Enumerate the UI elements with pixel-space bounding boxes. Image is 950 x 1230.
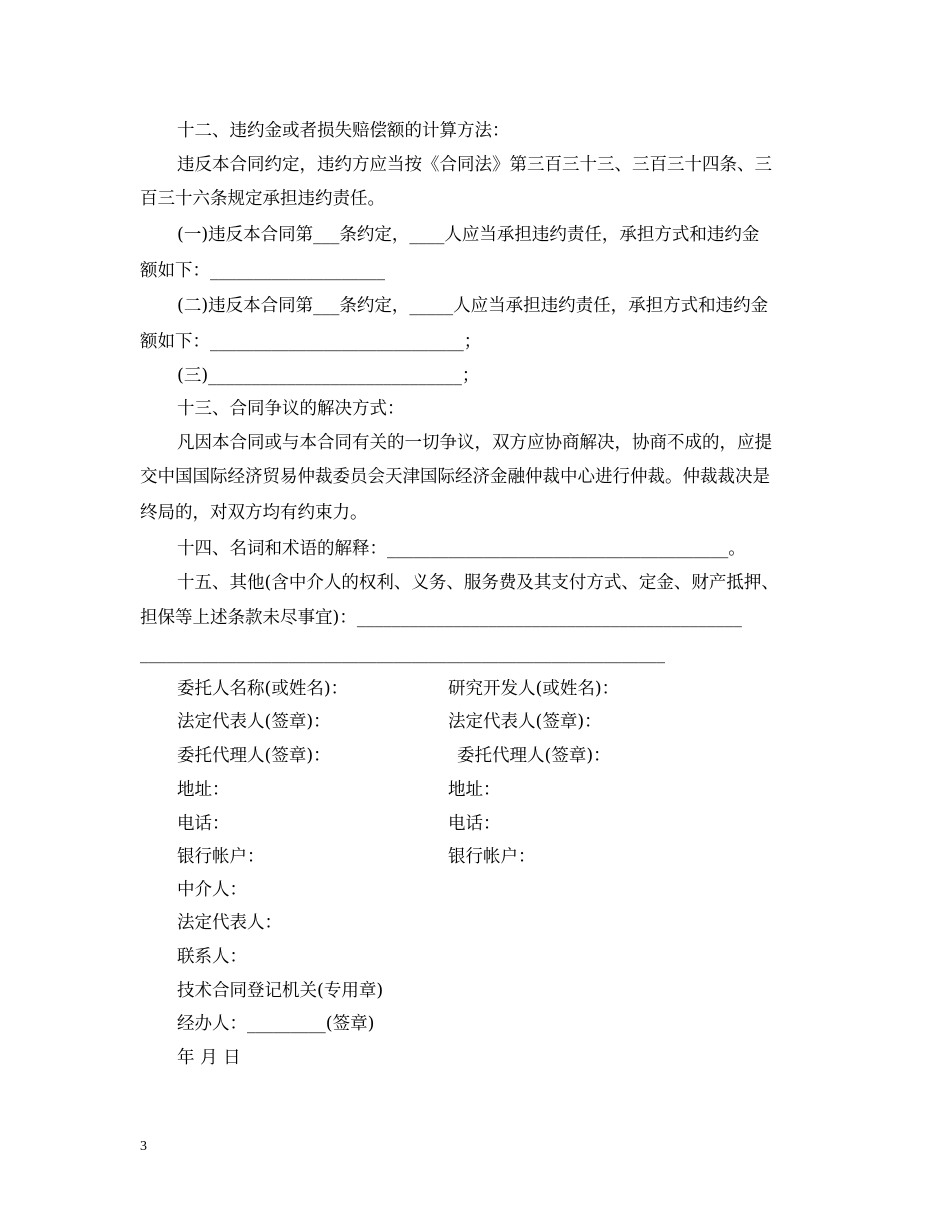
- intermediary-legal-rep-label: 法定代表人：: [177, 913, 282, 933]
- clause-15-line: 担保等上述条款未尽事宜)：____________________________________________: [140, 608, 742, 628]
- client-bank-label: 银行帐户：: [177, 847, 265, 867]
- clause-12-item-2-line: (二)违反本合同第___条约定，_____人应当承担违约责任，承担方式和违约金: [177, 296, 769, 316]
- clause-12-paragraph-line: 违反本合同约定，违约方应当按《合同法》第三百三十三、三百三十四条、三: [177, 155, 772, 175]
- developer-legal-rep-label: 法定代表人(签章)：: [448, 712, 602, 732]
- registry-label: 技术合同登记机关(专用章): [177, 981, 384, 1001]
- client-agent-label: 委托代理人(签章)：: [177, 746, 331, 766]
- clause-13-paragraph-line: 终局的，对双方均有约束力。: [140, 503, 368, 523]
- clause-12-item-1-line: (一)违反本合同第___条约定，____人应当承担违约责任，承担方式和违约金: [177, 225, 760, 245]
- clause-12-paragraph-line: 百三十六条规定承担违约责任。: [140, 189, 385, 209]
- clause-12-item-2-line: 额如下：_____________________________；: [140, 332, 482, 352]
- clause-15-line: 十五、其他(含中介人的权利、义务、服务费及其支付方式、定金、财产抵押、: [177, 573, 779, 593]
- clause-12-item-3: (三)_____________________________；: [177, 366, 480, 386]
- intermediary-label: 中介人：: [177, 880, 247, 900]
- developer-address-label: 地址：: [448, 780, 501, 800]
- clause-13-paragraph-line: 凡因本合同或与本合同有关的一切争议，双方应协商解决，协商不成的，应提: [177, 433, 772, 453]
- developer-phone-label: 电话：: [448, 814, 501, 834]
- page-number: 3: [140, 1139, 147, 1154]
- client-address-label: 地址：: [177, 780, 230, 800]
- clause-15-line: ____________________________________________________________: [140, 644, 665, 664]
- clause-14: 十四、名词和术语的解释：_______________________________________。: [177, 539, 746, 559]
- clause-12-item-1-line: 额如下：____________________: [140, 261, 385, 281]
- contact-label: 联系人：: [177, 947, 247, 967]
- handler-label: 经办人：_________(签章): [177, 1014, 375, 1034]
- clause-13-paragraph-line: 交中国国际经济贸易仲裁委员会天津国际经济金融仲裁中心进行仲裁。仲裁裁决是: [140, 467, 770, 487]
- client-legal-rep-label: 法定代表人(签章)：: [177, 712, 331, 732]
- clause-13-title: 十三、合同争议的解决方式：: [177, 399, 405, 419]
- client-phone-label: 电话：: [177, 814, 230, 834]
- client-name-label: 委托人名称(或姓名)：: [177, 679, 349, 699]
- date-label: 年 月 日: [177, 1048, 241, 1068]
- clause-12-title: 十二、违约金或者损失赔偿额的计算方法：: [177, 121, 510, 141]
- developer-name-label: 研究开发人(或姓名)：: [448, 679, 620, 699]
- developer-agent-label: 委托代理人(签章)：: [457, 746, 611, 766]
- developer-bank-label: 银行帐户：: [448, 847, 536, 867]
